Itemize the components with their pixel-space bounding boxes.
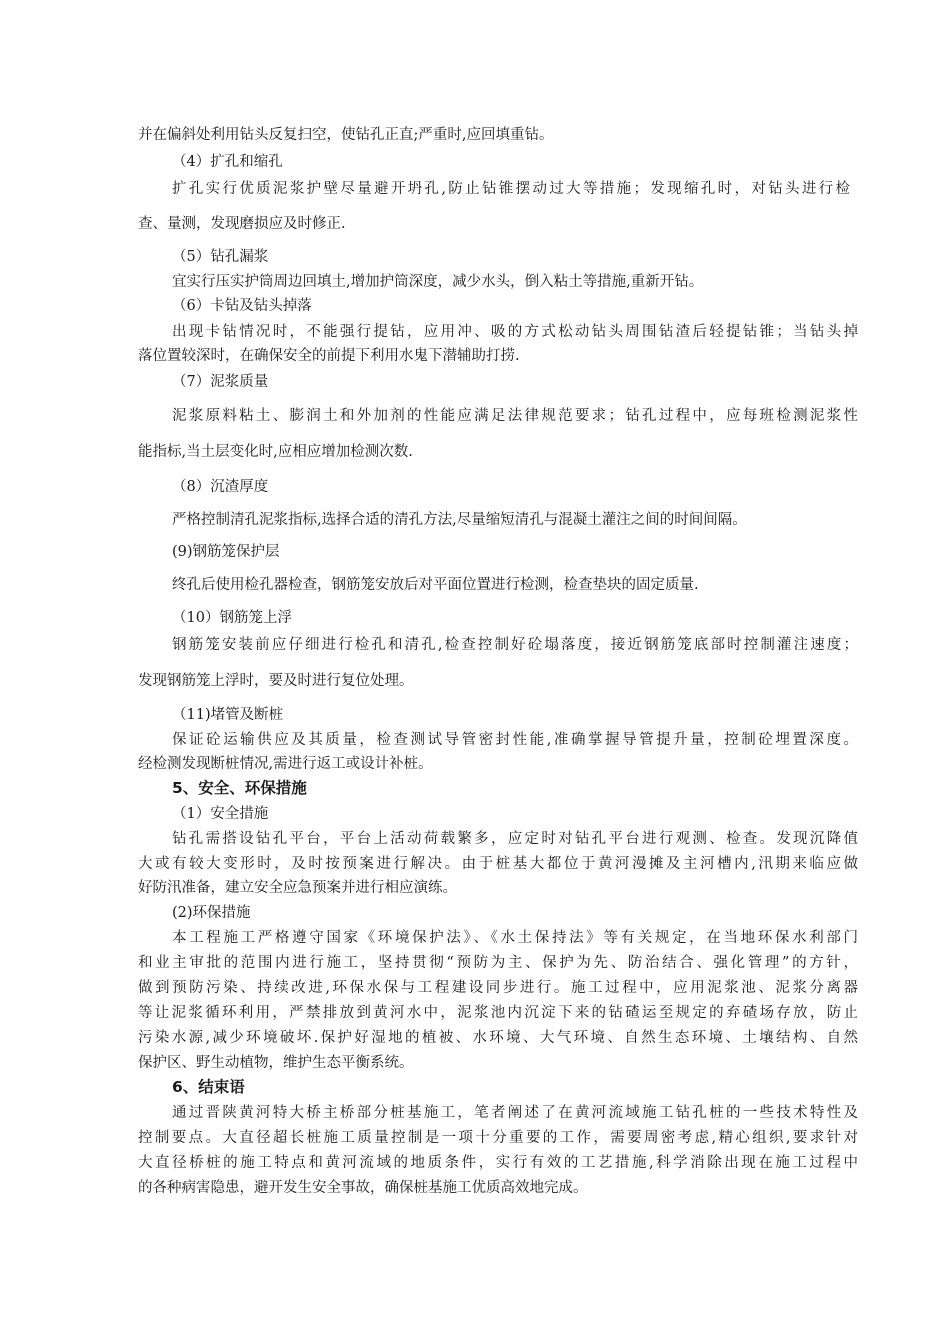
- paragraph-line: 保护区、野生动植物，维护生态平衡系统。: [138, 1055, 414, 1071]
- paragraph-line: 查、量测，发现磨损应及时修正.: [138, 216, 346, 232]
- paragraph-line: 发现钢筋笼上浮时，要及时进行复位处理。: [138, 673, 414, 689]
- paragraph-line: 和业主审批的范围内进行施工，坚持贯彻“预防为主、保护为先、防治结合、强化管理”的方针，: [138, 955, 858, 971]
- subsection-heading: （8）沉渣厚度: [172, 479, 269, 495]
- subsection-heading: (2)环保措施: [172, 905, 251, 921]
- paragraph-line: 经检测发现断桩情况,需进行返工或设计补桩。: [138, 756, 433, 772]
- paragraph-line: 做到预防污染、持续改进,环保水保与工程建设同步进行。施工过程中，应用泥浆池、泥浆分离器: [138, 980, 858, 996]
- paragraph-line: 并在偏斜处利用钻头反复扫空，使钻孔正直;严重时,应回填重钻。: [138, 127, 554, 143]
- paragraph-line: 终孔后使用检孔器检查，钢筋笼安放后对平面位置进行检测，检查垫块的固定质量.: [172, 577, 699, 593]
- paragraph-line: 通过晋陕黄河特大桥主桥部分桩基施工，笔者阐述了在黄河流域施工钻孔桩的一些技术特性及: [172, 1105, 858, 1121]
- section-heading-conclusion: 6、结束语: [172, 1078, 245, 1096]
- subsection-heading: （7）泥浆质量: [172, 374, 269, 390]
- paragraph-line: 出现卡钻情况时，不能强行提钻，应用冲、吸的方式松动钻头周围钻渣后轻提钻锥；当钻头掉: [172, 324, 858, 340]
- paragraph-line: 大直径桥桩的施工特点和黄河流域的地质条件，实行有效的工艺措施,科学消除出现在施工过程中: [138, 1155, 858, 1171]
- subsection-heading: （5）钻孔漏浆: [172, 249, 269, 265]
- paragraph-line: 能指标,当土层变化时,应相应增加检测次数.: [138, 444, 413, 460]
- paragraph-line: 好防汛准备，建立安全应急预案并进行相应演练。: [138, 880, 457, 896]
- paragraph-line: 大或有较大变形时，及时按预案进行解决。由于桩基大都位于黄河漫摊及主河槽内,汛期来临应做: [138, 856, 858, 872]
- paragraph-line: 控制要点。大直径超长桩施工质量控制是一项十分重要的工作，需要周密考虑,精心组织,要求针对: [138, 1130, 858, 1146]
- subsection-heading: （11)堵管及断桩: [172, 707, 284, 723]
- paragraph-line: 本工程施工严格遵守国家《环境保护法》、《水土保持法》等有关规定，在当地环保水利部门: [172, 930, 858, 946]
- section-heading-safety: 5、安全、环保措施: [172, 779, 307, 797]
- paragraph-line: 等让泥浆循环利用，严禁排放到黄河水中，泥浆池内沉淀下来的钻碴运至规定的弃碴场存放，防止: [138, 1005, 858, 1021]
- paragraph-line: 钻孔需搭设钻孔平台，平台上活动荷载繁多，应定时对钻孔平台进行观测、检查。发现沉降值: [172, 831, 858, 847]
- subsection-heading: （6）卡钻及钻头掉落: [172, 298, 312, 314]
- paragraph-line: 保证砼运输供应及其质量，检查测试导管密封性能,准确掌握导管提升量，控制砼埋置深度。: [172, 732, 858, 748]
- paragraph-line: 泥浆原料粘土、膨润土和外加剂的性能应满足法律规范要求；钻孔过程中，应每班检测泥浆性: [172, 408, 858, 424]
- paragraph-line: 的各种病害隐患，避开发生安全事故，确保桩基施工优质高效地完成。: [138, 1180, 588, 1196]
- subsection-heading: (9)钢筋笼保护层: [172, 544, 280, 560]
- subsection-heading: （1）安全措施: [172, 806, 269, 822]
- paragraph-line: 宜实行压实护筒周边回填土,增加护筒深度，减少水头，倒入粘土等措施,重新开钻。: [172, 274, 704, 290]
- paragraph-line: 扩孔实行优质泥浆护壁尽量避开坍孔,防止钻锥摆动过大等措施；发现缩孔时，对钻头进行检: [172, 181, 850, 197]
- paragraph-line: 落位置较深时，在确保安全的前提下利用水鬼下潜辅助打捞.: [138, 348, 520, 364]
- subsection-heading: （10）钢筋笼上浮: [172, 610, 292, 626]
- paragraph-line: 污染水源,减少环境破坏.保护好湿地的植被、水环境、大气环境、自然生态环境、土壤结构、自然: [138, 1030, 858, 1046]
- subsection-heading: （4）扩孔和缩孔: [172, 154, 283, 170]
- paragraph-line: 严格控制清孔泥浆指标,选择合适的清孔方法,尽量缩短清孔与混凝土灌注之间的时间间隔。: [172, 512, 747, 528]
- paragraph-line: 钢筋笼安装前应仔细进行检孔和清孔,检查控制好砼塌落度，接近钢筋笼底部时控制灌注速度；: [172, 637, 858, 653]
